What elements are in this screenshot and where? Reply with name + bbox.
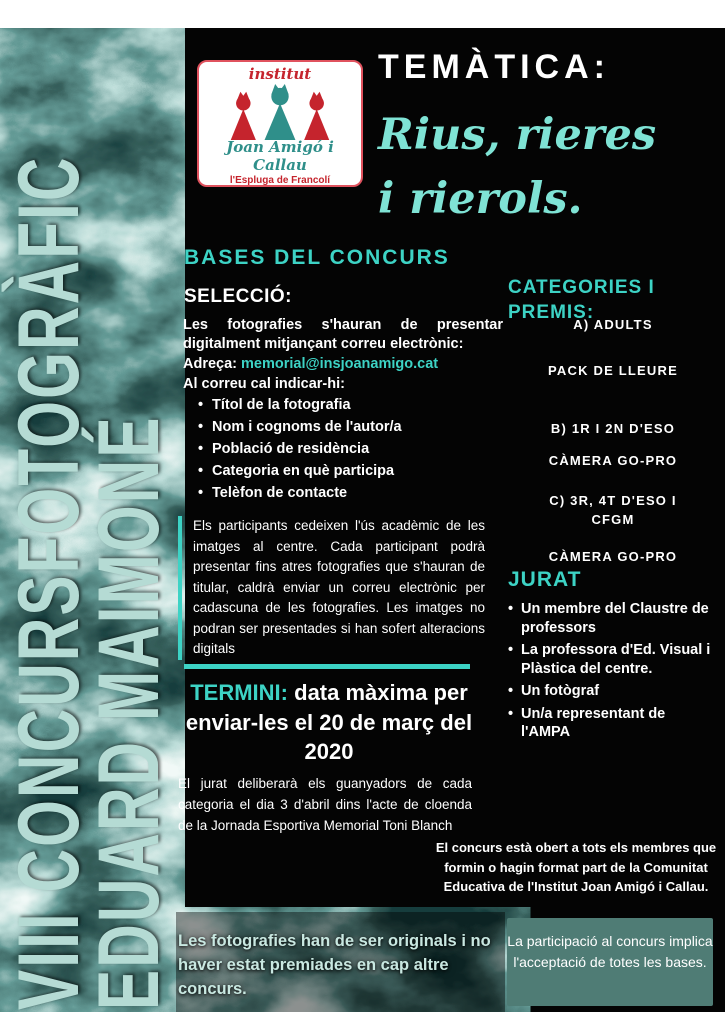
bases-intro: Les fotografies s'hauran de presentar digitalment mitjançant correu electrònic: xyxy=(183,317,503,353)
category-a-prize: PACK DE LLEURE xyxy=(548,363,678,378)
seleccio-heading: SELECCIÓ: xyxy=(184,286,292,307)
vertical-title-line1: VIII CONCURSFOTOGRÀFIC xyxy=(1,155,97,1011)
tematica-subtitle-line1: Rius, rieres xyxy=(378,110,657,160)
logo-institut-text: institut xyxy=(248,65,312,83)
termini-text: data màxima per enviar-les el 20 de març del 2020 xyxy=(185,680,473,765)
category-a-label: A) ADULTS xyxy=(573,317,653,332)
email-address: memorial@insjoanamigo.cat xyxy=(241,356,439,372)
logo-school-name: Joan Amigó i Callau xyxy=(226,138,334,174)
termini-label: TERMINI: xyxy=(190,680,288,705)
contest-poster xyxy=(0,28,725,1012)
category-c-label: C) 3R, 4T D'ESO I CFGM xyxy=(549,493,677,527)
jurat-members-list xyxy=(508,600,718,746)
list-item: • La professora d'Ed. Visual i Plàstica del centre. xyxy=(508,641,718,678)
indicate-heading: Al correu cal indicar-hi: xyxy=(183,376,345,392)
vertical-title-line2: EDUARD MAIMONÉ xyxy=(81,415,177,1010)
bases-heading: BASES DEL CONCURS xyxy=(184,246,450,269)
list-item: • Un membre del Claustre de professors xyxy=(508,600,718,637)
participants-note: Els participants cedeixen l'ús acadèmic de les imatges al centre. Cada participant podrà presentar fins atres fotografies que s'hauran de titular, caldrà enviar un correu electrònic per cadascuna de les fotografies. Les imatges no podran ser presentades si han sofert alteracions digitals xyxy=(178,516,485,660)
deliberation-note: El jurat deliberarà els guanyadors de cada categoria el dia 3 d'abril dins l'acte de cloenda de la Jornada Esportiva Memorial Toni Blanch xyxy=(178,776,472,833)
acceptance-box: La participació al concurs implica l'acceptació de totes les bases. xyxy=(507,918,713,1006)
email-line xyxy=(183,356,438,372)
open-to-members-note: El concurs està obert a tots els membres que formin o hagin format part de la Comunitat Educativa de l'Institut Joan Amigó i Callau. xyxy=(435,840,717,894)
list-item: • Nom i cognoms de l'autor/a xyxy=(198,419,402,435)
list-item: • Un fotògraf xyxy=(508,682,718,701)
institut-logo xyxy=(197,60,363,187)
tematica-title: TEMÀTICA: xyxy=(378,48,610,86)
originals-note: Les fotografies han de ser originals i no haver estat premiades en cap altre concurs. xyxy=(178,932,491,998)
category-b-prize: CÀMERA GO-PRO xyxy=(548,453,678,468)
submission-requirements-list xyxy=(198,397,402,507)
category-c-prize: CÀMERA GO-PRO xyxy=(548,549,678,564)
list-item: • Categoria en què participa xyxy=(198,463,402,479)
cats-logo-icon xyxy=(215,84,345,140)
logo-town: l'Espluga de Francolí xyxy=(229,175,331,186)
email-label: Adreça: xyxy=(183,356,237,372)
tematica-subtitle-line2: i rierols. xyxy=(378,173,583,224)
termini-block xyxy=(184,678,474,767)
list-item: • Població de residència xyxy=(198,441,402,457)
category-b-label: B) 1R I 2N D'ESO xyxy=(550,421,676,436)
list-item: • Un/a representant de l'AMPA xyxy=(508,705,718,742)
categories-heading: CATEGORIES I PREMIS: xyxy=(508,277,655,323)
list-item: • Títol de la fotografia xyxy=(198,397,402,413)
tematica-subtitle xyxy=(378,104,656,231)
teal-divider xyxy=(184,664,470,669)
jurat-heading: JURAT xyxy=(508,568,582,591)
list-item: • Telèfon de contacte xyxy=(198,485,402,501)
